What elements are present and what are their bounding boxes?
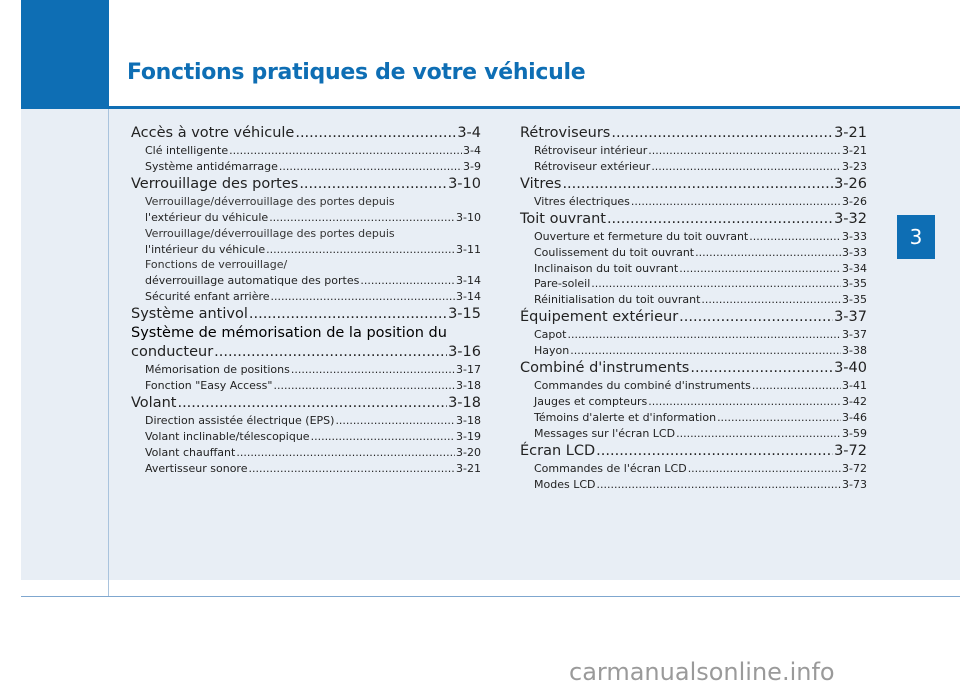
- dot-leader: [688, 461, 841, 477]
- toc-subsection[interactable]: [131, 143, 481, 159]
- toc-right-column: [520, 124, 867, 493]
- toc-page-number: 3-14: [456, 290, 481, 304]
- toc-entry: [534, 477, 867, 493]
- toc-entry: [534, 159, 867, 175]
- toc-section[interactable]: [131, 175, 481, 194]
- dot-leader: [279, 159, 462, 175]
- toc-entry-label: Jauges et compteurs: [534, 394, 648, 408]
- dot-leader: [651, 159, 841, 175]
- toc-page-number: 3-72: [842, 461, 867, 475]
- toc-subsection[interactable]: [131, 194, 481, 226]
- toc-entry-label: Combiné d'instruments: [520, 360, 690, 377]
- toc-section[interactable]: [131, 124, 481, 143]
- toc-page-number: 3-10: [456, 210, 481, 224]
- toc-page-number: 3-33: [842, 245, 867, 259]
- toc-entry-label: Hayon: [534, 344, 570, 358]
- toc-page-number: 3-10: [448, 175, 481, 192]
- toc-entry-label: Témoins d'alerte et d'information: [534, 410, 717, 424]
- toc-section[interactable]: [520, 124, 867, 143]
- dot-leader: [596, 442, 833, 461]
- dot-leader: [607, 210, 833, 229]
- toc-subsection[interactable]: [131, 413, 481, 429]
- dot-leader: [631, 194, 841, 210]
- toc-entry: [534, 461, 867, 477]
- dot-leader: [236, 445, 455, 461]
- toc-subsection[interactable]: [520, 229, 867, 245]
- toc-page-number: 3-14: [456, 274, 481, 288]
- toc-entry: [534, 292, 867, 308]
- toc-entry-lead: Verrouillage/déverrouillage des portes depuis: [145, 194, 395, 208]
- toc-page-number: 3-73: [842, 477, 867, 491]
- toc-section[interactable]: [520, 442, 867, 461]
- toc-page-number: 3-18: [456, 413, 481, 427]
- toc-page-number: 3-33: [842, 229, 867, 243]
- toc-subsection[interactable]: [520, 292, 867, 308]
- toc-page-number: 3-35: [842, 277, 867, 291]
- toc-subsection[interactable]: [520, 245, 867, 261]
- toc-subsection[interactable]: [520, 394, 867, 410]
- toc-subsection[interactable]: [520, 276, 867, 292]
- watermark: carmanualsonline.info: [569, 658, 835, 686]
- dot-leader: [679, 261, 841, 277]
- toc-entry-label: Volant inclinable/télescopique: [145, 429, 310, 443]
- toc-subsection[interactable]: [520, 477, 867, 493]
- toc-subsection[interactable]: [131, 362, 481, 378]
- toc-page-number: 3-41: [842, 379, 867, 393]
- toc-page-number: 3-32: [834, 210, 867, 227]
- toc-entry-label: Avertisseur sonore: [145, 461, 248, 475]
- dot-leader: [695, 245, 841, 261]
- toc-entry: [145, 413, 481, 429]
- dot-leader: [266, 242, 455, 258]
- toc-entry: [145, 429, 481, 445]
- toc-section[interactable]: [131, 394, 481, 413]
- dot-leader: [648, 143, 841, 159]
- dot-leader: [271, 289, 456, 305]
- toc-entry-label: Réinitialisation du toit ouvrant: [534, 293, 701, 307]
- toc-page-number: 3-37: [842, 328, 867, 342]
- toc-subsection[interactable]: [520, 378, 867, 394]
- toc-entry: [131, 305, 481, 324]
- toc-page-number: 3-37: [834, 309, 867, 326]
- dot-leader: [591, 276, 841, 292]
- toc-page-number: 3-19: [456, 429, 481, 443]
- dot-leader: [562, 175, 833, 194]
- toc-page-number: 3-15: [448, 306, 481, 323]
- toc-entry: [145, 159, 481, 175]
- dot-leader: [749, 229, 841, 245]
- toc-entry: [534, 229, 867, 245]
- toc-page-number: 3-9: [463, 159, 481, 173]
- toc-entry-label: Commandes du combiné d'instruments: [534, 379, 751, 393]
- toc-entry: [131, 124, 481, 143]
- toc-entry-label: Direction assistée électrique (EPS): [145, 413, 335, 427]
- toc-entry-label: Vitres électriques: [534, 194, 630, 208]
- toc-page-number: 3-34: [842, 261, 867, 275]
- toc-entry-label: Clé intelligente: [145, 144, 229, 157]
- toc-entry-label: Mémorisation de positions: [145, 363, 290, 377]
- toc-subsection[interactable]: [131, 445, 481, 461]
- toc-entry: [534, 261, 867, 277]
- page-title: Fonctions pratiques de votre véhicule: [127, 60, 586, 85]
- toc-entry-label: Capot: [534, 328, 567, 342]
- toc-entry: [534, 394, 867, 410]
- toc-section[interactable]: [520, 175, 867, 194]
- toc-page-number: 3-26: [842, 194, 867, 208]
- toc-entry: [534, 343, 867, 359]
- toc-section[interactable]: [131, 305, 481, 324]
- toc-entry-label: Commandes de l'écran LCD: [534, 461, 687, 475]
- margin-rule: [108, 109, 109, 597]
- toc-entry: [145, 143, 481, 159]
- toc-entry: [534, 378, 867, 394]
- toc-subsection[interactable]: [131, 257, 481, 289]
- toc-entry-label: Messages sur l'écran LCD: [534, 426, 676, 440]
- toc-entry-label: l'intérieur du véhicule: [145, 242, 266, 256]
- toc-subsection[interactable]: [520, 461, 867, 477]
- toc-page-number: 3-59: [842, 426, 867, 440]
- dot-leader: [273, 378, 455, 394]
- toc-entry-label: Toit ouvrant: [520, 210, 606, 227]
- toc-subsection[interactable]: [131, 226, 481, 258]
- toc-subsection[interactable]: [131, 461, 481, 477]
- toc-entry-label: Rétroviseur intérieur: [534, 144, 648, 157]
- toc-entry-lead: Système de mémorisation de la position du: [131, 325, 447, 342]
- dot-leader: [249, 305, 447, 324]
- toc-entry-label: Rétroviseur extérieur: [534, 159, 651, 173]
- toc-page-number: 3-38: [842, 344, 867, 358]
- toc-page-number: 3-23: [842, 159, 867, 173]
- toc-entry: [520, 124, 867, 143]
- toc-subsection[interactable]: [520, 159, 867, 175]
- toc-entry: [131, 343, 481, 362]
- dot-leader: [311, 429, 455, 445]
- toc-page-number: 3-35: [842, 293, 867, 307]
- toc-page-number: 3-40: [834, 360, 867, 377]
- toc-page-number: 3-21: [834, 125, 867, 141]
- toc-page-number: 3-16: [448, 344, 481, 361]
- toc-subsection[interactable]: [520, 194, 867, 210]
- toc-entry: [520, 442, 867, 461]
- dot-leader: [611, 124, 833, 143]
- toc-entry-label: Ouverture et fermeture du toit ouvrant: [534, 229, 749, 243]
- toc-entry-label: conducteur: [131, 344, 214, 361]
- toc-entry-label: l'extérieur du véhicule: [145, 210, 269, 224]
- toc-entry: [534, 194, 867, 210]
- dot-leader: [752, 378, 841, 394]
- dot-leader: [177, 394, 447, 413]
- toc-subsection[interactable]: [520, 410, 867, 426]
- toc-entry-label: Rétroviseurs: [520, 125, 611, 141]
- toc-page-number: 3-21: [842, 144, 867, 157]
- toc-entry: [145, 461, 481, 477]
- dot-leader: [676, 426, 841, 442]
- toc-entry-label: Écran LCD: [520, 442, 596, 459]
- dot-leader: [291, 362, 455, 378]
- toc-entry: [534, 327, 867, 343]
- dot-leader: [690, 359, 833, 378]
- toc-entry: [145, 210, 481, 226]
- toc-subsection[interactable]: [131, 429, 481, 445]
- toc-entry-label: Fonction "Easy Access": [145, 379, 273, 393]
- toc-page-number: 3-18: [456, 379, 481, 393]
- toc-entry: [131, 175, 481, 194]
- toc-entry-label: Volant chauffant: [145, 445, 236, 459]
- toc-page-number: 3-11: [456, 242, 481, 256]
- toc-entry-label: Verrouillage des portes: [131, 175, 299, 192]
- dot-leader: [717, 410, 841, 426]
- toc-entry: [534, 426, 867, 442]
- toc-page-number: 3-20: [456, 445, 481, 459]
- toc-section[interactable]: [520, 308, 867, 327]
- toc-entry: [145, 289, 481, 305]
- dot-leader: [299, 175, 447, 194]
- toc-entry-label: Coulissement du toit ouvrant: [534, 245, 695, 259]
- toc-entry-label: Sécurité enfant arrière: [145, 290, 270, 304]
- dot-leader: [567, 327, 841, 343]
- toc-page-number: 3-4: [463, 144, 481, 157]
- toc-entry-label: Accès à votre véhicule: [131, 125, 295, 141]
- toc-section[interactable]: [520, 359, 867, 378]
- toc-entry-label: Vitres: [520, 175, 562, 192]
- toc-entry: [131, 394, 481, 413]
- toc-entry-label: déverrouillage automatique des portes: [145, 274, 360, 288]
- toc-subsection[interactable]: [520, 327, 867, 343]
- toc-entry: [534, 245, 867, 261]
- toc-page-number: 3-46: [842, 410, 867, 424]
- toc-entry-lead: Fonctions de verrouillage/: [145, 258, 288, 272]
- header-color-block: [21, 0, 109, 108]
- toc-entry: [534, 143, 867, 159]
- toc-entry: [534, 276, 867, 292]
- toc-page-number: 3-72: [834, 442, 867, 459]
- dot-leader: [596, 477, 841, 493]
- toc-page-number: 3-21: [456, 461, 481, 475]
- toc-entry-label: Équipement extérieur: [520, 309, 679, 326]
- toc-page-number: 3-42: [842, 394, 867, 408]
- toc-entry: [145, 378, 481, 394]
- toc-entry-label: Système antivol: [131, 306, 248, 323]
- dot-leader: [248, 461, 455, 477]
- dot-leader: [229, 143, 462, 159]
- dot-leader: [335, 413, 455, 429]
- toc-page-number: 3-17: [456, 363, 481, 377]
- chapter-tab[interactable]: 3: [897, 215, 935, 259]
- dot-leader: [214, 343, 447, 362]
- toc-page-number: 3-18: [448, 394, 481, 411]
- toc-entry: [520, 175, 867, 194]
- toc-entry: [145, 362, 481, 378]
- toc-entry-label: Système antidémarrage: [145, 159, 278, 173]
- dot-leader: [570, 343, 841, 359]
- dot-leader: [679, 308, 833, 327]
- toc-left-column: [131, 124, 481, 477]
- dot-leader: [360, 273, 455, 289]
- toc-entry-label: Inclinaison du toit ouvrant: [534, 261, 679, 275]
- toc-subsection[interactable]: [131, 378, 481, 394]
- toc-entry: [520, 359, 867, 378]
- toc-entry: [534, 410, 867, 426]
- toc-page-number: 3-4: [457, 125, 481, 141]
- toc-entry: [520, 308, 867, 327]
- toc-subsection[interactable]: [520, 426, 867, 442]
- toc-subsection[interactable]: [520, 143, 867, 159]
- toc-subsection[interactable]: [131, 289, 481, 305]
- toc-entry-lead: Verrouillage/déverrouillage des portes depuis: [145, 226, 395, 240]
- toc-entry: [520, 210, 867, 229]
- toc-entry: [145, 273, 481, 289]
- footer-rule: [21, 596, 960, 597]
- toc-entry-label: Pare-soleil: [534, 277, 591, 291]
- toc-entry-label: Modes LCD: [534, 477, 596, 491]
- toc-subsection[interactable]: [131, 159, 481, 175]
- toc-subsection[interactable]: [520, 343, 867, 359]
- toc-section[interactable]: [131, 324, 481, 362]
- dot-leader: [269, 210, 455, 226]
- toc-page-number: 3-26: [834, 175, 867, 192]
- toc-entry-label: Volant: [131, 394, 177, 411]
- toc-subsection[interactable]: [520, 261, 867, 277]
- toc-section[interactable]: [520, 210, 867, 229]
- toc-entry: [145, 445, 481, 461]
- toc-entry: [145, 242, 481, 258]
- dot-leader: [295, 124, 456, 143]
- dot-leader: [701, 292, 841, 308]
- dot-leader: [648, 394, 841, 410]
